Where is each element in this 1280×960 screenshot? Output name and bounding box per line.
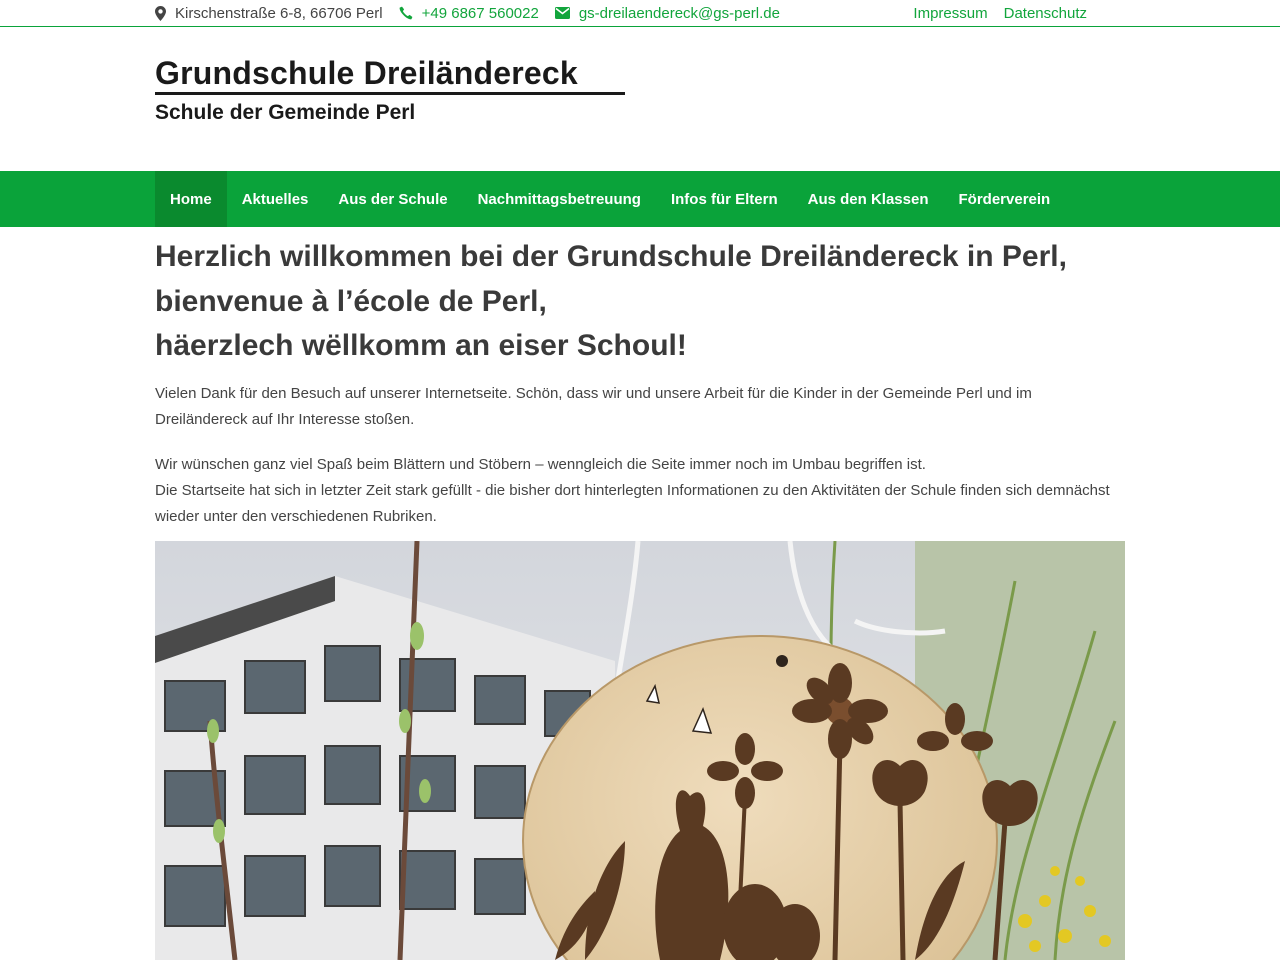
school-easter-photo	[155, 541, 1125, 960]
info-line-2: Die Startseite hat sich in letzter Zeit stark gefüllt - die bisher dort hinterlegten Informationen zu den Aktivitäten der Schule finden sich demnächst wieder unter den verschiedenen Rubriken.	[155, 481, 1110, 525]
heading-line-french: bienvenue à l’école de Perl,	[155, 284, 547, 318]
info-line-1: Wir wünschen ganz viel Spaß beim Blättern und Stöbern – wenngleich die Seite immer noch im Umbau begriffen ist.	[155, 455, 926, 473]
site-header	[0, 27, 1280, 171]
nav-item-home[interactable]: Home	[155, 171, 227, 227]
email-link[interactable]: gs-dreilaendereck@gs-perl.de	[578, 4, 780, 22]
email-item[interactable]	[555, 5, 780, 22]
phone-icon	[399, 6, 413, 20]
impressum-link[interactable]: Impressum	[913, 4, 988, 22]
heading-line-german: Herzlich willkommen bei der Grundschule Dreiländereck in Perl,	[155, 240, 1067, 273]
nav-item-nachmittagsbetreuung[interactable]: Nachmittagsbetreuung	[477, 190, 641, 208]
main-navigation	[0, 171, 1280, 227]
top-bar	[0, 0, 1280, 27]
logo-rule	[155, 92, 625, 95]
logo-subtitle: Schule der Gemeinde Perl	[155, 101, 416, 124]
info-paragraph	[155, 452, 1125, 530]
site-logo[interactable]	[155, 55, 627, 126]
envelope-icon	[555, 7, 570, 19]
nav-item-aus-den-klassen[interactable]: Aus den Klassen	[807, 190, 929, 208]
welcome-heading	[155, 235, 1125, 369]
logo-title: Grundschule Dreiländereck	[155, 55, 578, 91]
phone-item[interactable]	[399, 5, 539, 22]
nav-item-infos-fuer-eltern[interactable]: Infos für Eltern	[670, 190, 778, 208]
address-text: Kirschenstraße 6-8, 66706 Perl	[175, 4, 383, 22]
hero-image	[155, 541, 1125, 960]
address-item	[155, 5, 383, 22]
map-marker-icon	[155, 6, 166, 21]
datenschutz-link[interactable]: Datenschutz	[1003, 4, 1087, 22]
nav-item-aus-der-schule[interactable]: Aus der Schule	[338, 190, 448, 208]
nav-item-foerderverein[interactable]: Förderverein	[958, 190, 1051, 208]
heading-line-luxembourgish: häerzlech wëllkomm an eiser Schoul!	[155, 329, 687, 362]
intro-paragraph: Vielen Dank für den Besuch auf unserer Internetseite. Schön, dass wir und unsere Arbeit für die Kinder in der Gemeinde Perl und im Dreiländereck auf Ihr Interesse stoßen.	[155, 384, 1032, 428]
phone-link[interactable]: +49 6867 560022	[421, 4, 539, 22]
nav-item-aktuelles[interactable]: Aktuelles	[241, 190, 309, 208]
legal-links	[897, 0, 1087, 26]
main-content	[155, 228, 1125, 530]
